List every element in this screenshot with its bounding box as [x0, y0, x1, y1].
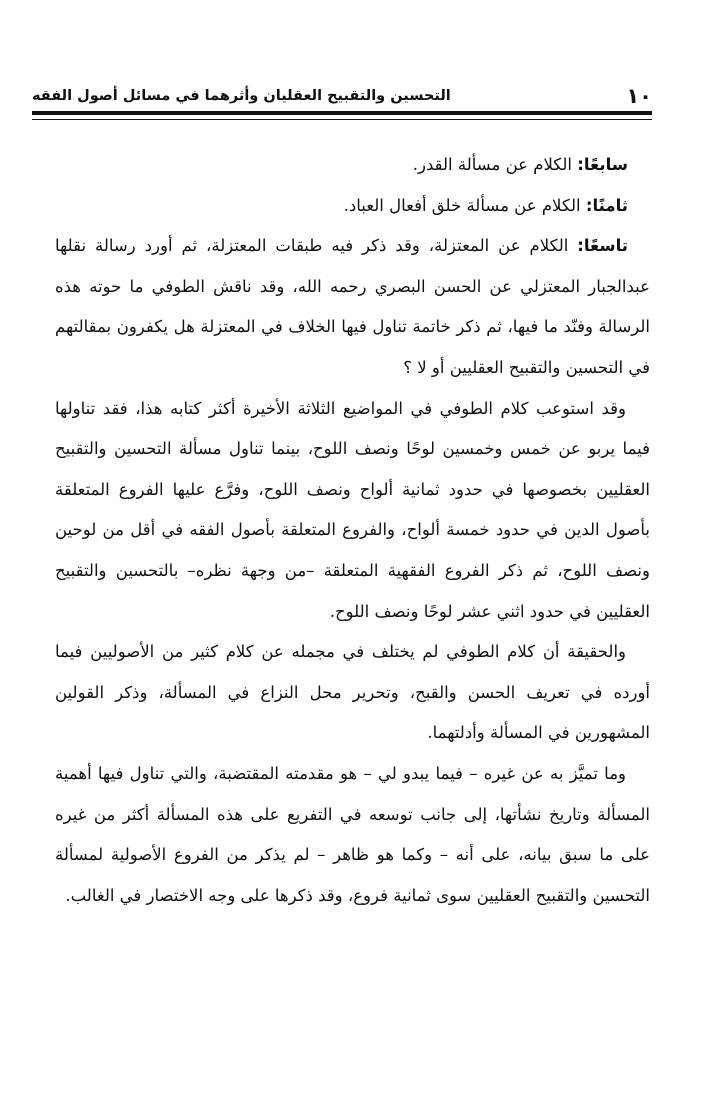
- item-lead: سابعًا:: [577, 155, 628, 174]
- paragraph: وما تميَّز به عن غيره – فيما يبدو لي – هو مقدمته المقتضبة، والتي تناول فيها أهمية المسألة وتاريخ نشأتها، إلى جانب توسعه في التفريع على هذه المسألة أكثر من غيره على ما سبق بيانه، على أنه – وكما هو ظاهر – لم يذكر من الفروع الأصولية لمسألة التحسين والتقبيح العقليين سوى ثمانية فروع، وقد ذكرها على وجه الاختصار في الغالب.: [55, 763, 650, 905]
- paragraph: وقد استوعب كلام الطوفي في المواضيع الثلاثة الأخيرة أكثر كتابه هذا، فقد تناولها فيما يربو عن خمس وخمسين لوحًا ونصف اللوح، بينما تناول مسألة التحسين والتقبيح العقليين بخصوصها في حدود ثمانية ألواح ونصف اللوح، وفرَّع عليها الفروع المتعلقة بأصول الدين في حدود خمسة ألواح، والفروع المتعلقة بأصول الفقه في أقل من لوحين ونصف اللوح، ثم ذكر الفروع الفقهية المتعلقة –من وجهة نظره– بالتحسين والتقبيح العقليين في حدود اثني عشر لوحًا ونصف اللوح.: [55, 398, 650, 621]
- header-rule-thick: [32, 111, 652, 115]
- item-lead: تاسعًا:: [577, 236, 628, 256]
- item-text: الكلام عن المعتزلة، وقد ذكر فيه طبقات المعتزلة، ثم أورد رسالة نقلها عبدالجبار المعتزلي عن الحسن البصري رحمه الله، وقد ناقش الطوفي ما حوته هذه الرسالة وفنّد ما فيها، ثم ذكر خاتمة تناول فيها الخلاف في المعتزلة هل يكفرون بمقالتهم في التحسين والتقبيح العقليين أو لا ؟: [55, 236, 650, 377]
- item-text: الكلام عن مسألة القدر.: [412, 155, 578, 174]
- list-item-eighth: [55, 186, 650, 227]
- list-item-seventh: [55, 145, 650, 186]
- item-lead: ثامنًا:: [585, 195, 628, 215]
- header-rule-thin: [32, 119, 652, 120]
- page-header: [32, 70, 652, 110]
- running-title: التحسين والتقبيح العقليان وأثرهما في مسائل أصول الفقه: [32, 88, 451, 104]
- page-number: ١٠: [626, 84, 652, 108]
- item-text: الكلام عن مسألة خلق أفعال العباد.: [343, 195, 586, 215]
- list-item-ninth: [55, 226, 650, 388]
- body-text: [55, 145, 650, 916]
- paragraph: والحقيقة أن كلام الطوفي لم يختلف في مجمله عن كلام كثير من الأصوليين فيما أورده في تعريف الحسن والقبح، وتحرير محل النزاع في المسألة، وذكر القولين المشهورين في المسألة وأدلتهما.: [55, 642, 650, 743]
